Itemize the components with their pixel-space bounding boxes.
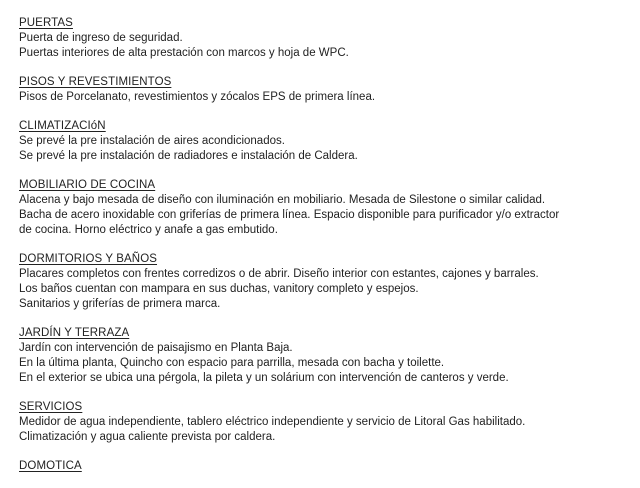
section-puertas (19, 16, 631, 61)
section-line: En el exterior se ubica una pérgola, la pileta y un solárium con intervención de canteros y verde. (19, 372, 509, 384)
section-line: Climatización y agua caliente prevista por caldera. (19, 431, 276, 443)
section-heading: PUERTAS (19, 17, 73, 29)
section-line: Los baños cuentan con mampara en sus duchas, vanitory completo y espejos. (19, 283, 419, 295)
section-line: Placares completos con frentes corredizos o de abrir. Diseño interior con estantes, cajones y barrales. (19, 268, 539, 280)
section-line: Alacena y bajo mesada de diseño con iluminación en mobiliario. Mesada de Silestone o similar calidad. (19, 194, 546, 206)
section-heading: SERVICIOS (19, 401, 83, 413)
section-heading: JARDÍN Y TERRAZA (19, 327, 130, 339)
section-line: Sanitarios y griferías de primera marca. (19, 298, 221, 310)
section-servicios (19, 400, 631, 445)
section-line: En la última planta, Quincho con espacio para parrilla, mesada con bacha y toilette. (19, 357, 445, 369)
section-heading: MOBILIARIO DE COCINA (19, 179, 156, 191)
section-heading: CLIMATIZACIóN (19, 120, 106, 132)
section-climatizacion (19, 119, 631, 164)
section-heading: DOMOTICA (19, 460, 82, 472)
section-line: Puertas interiores de alta prestación con marcos y hoja de WPC. (19, 47, 349, 59)
section-line: Se prevé la pre instalación de aires acondicionados. (19, 135, 285, 147)
document-body (19, 16, 631, 488)
section-dormitorios-y-banos (19, 252, 631, 312)
section-line: Medidor de agua independiente, tablero eléctrico independiente y servicio de Litoral Gas habilitado. (19, 416, 526, 428)
section-domotica (19, 459, 631, 474)
section-heading: PISOS Y REVESTIMIENTOS (19, 76, 172, 88)
section-line: Pisos de Porcelanato, revestimientos y zócalos EPS de primera línea. (19, 91, 376, 103)
section-line: de cocina. Horno eléctrico y anafe a gas embutido. (19, 224, 278, 236)
section-jardin-y-terraza (19, 326, 631, 386)
section-line: Se prevé la pre instalación de radiadores e instalación de Caldera. (19, 150, 358, 162)
section-line: Jardín con intervención de paisajismo en Planta Baja. (19, 342, 293, 354)
section-line: Puerta de ingreso de seguridad. (19, 32, 183, 44)
section-pisos-y-revestimientos (19, 75, 631, 105)
section-line: Bacha de acero inoxidable con griferías de primera línea. Espacio disponible para purificador y/o extractor (19, 209, 560, 221)
section-mobiliario-de-cocina (19, 178, 631, 238)
section-heading: DORMITORIOS Y BAÑOS (19, 253, 158, 265)
